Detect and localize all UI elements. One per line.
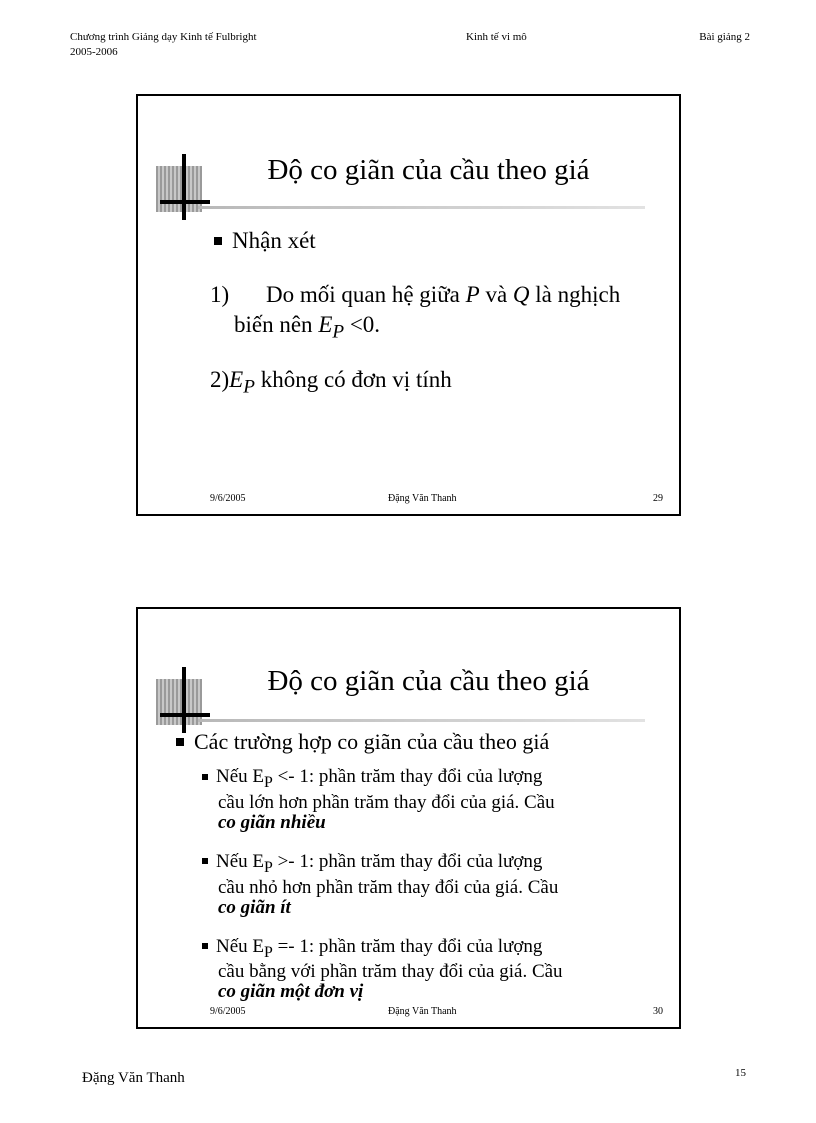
slide-footer-date: 9/6/2005	[210, 493, 246, 504]
observation-2: $2)E_P$ không có đơn vị tính	[210, 367, 452, 398]
square-bullet-icon	[202, 774, 208, 780]
slide-footer-author: Đặng Văn Thanh	[388, 1006, 457, 1017]
slide-30	[136, 607, 681, 1029]
slide-29	[136, 94, 681, 516]
title-underline	[198, 206, 645, 209]
elasticity-cases-list	[202, 767, 672, 1021]
list-item: Nếu $E_P <- 1$: phần trăm thay đổi của lượng cầu lớn hơn phần trăm thay đổi của giá. Cầu co giãn nhiều	[202, 767, 672, 833]
observation-1: 1) Do mối quan hệ giữa P và Q là nghịch biến nên $E_P <0$.	[210, 282, 621, 343]
page-number: 15	[735, 1067, 746, 1079]
slide-main-bullet: Các trường hợp co giãn của cầu theo giá	[176, 729, 549, 755]
slide-footer-number: 30	[653, 1006, 663, 1017]
slide-title: Độ co giãn của cầu theo giá	[267, 665, 590, 697]
lecture-label: Bài giảng 2	[699, 31, 750, 43]
slide-title: Độ co giãn của cầu theo giá	[267, 154, 590, 186]
slide-footer-number: 29	[653, 493, 663, 504]
square-bullet-icon	[202, 858, 208, 864]
square-bullet-icon	[202, 943, 208, 949]
square-bullet-icon	[214, 237, 222, 245]
page-author: Đặng Văn Thanh	[82, 1070, 185, 1086]
slide-subheading: Nhận xét	[214, 228, 316, 254]
list-item: Nếu $E_P =- 1$: phần trăm thay đổi của lượng cầu bằng với phần trăm thay đổi của giá. Cầu co giãn một đơn vị	[202, 937, 672, 1003]
page-header-left	[70, 30, 257, 60]
course-name: Kinh tế vi mô	[466, 31, 527, 43]
academic-year: 2005-2006	[70, 46, 118, 58]
slide-footer-date: 9/6/2005	[210, 1006, 246, 1017]
program-name: Chương trình Giảng dạy Kinh tế Fulbright	[70, 31, 257, 43]
title-underline	[198, 719, 645, 722]
list-item: Nếu $E_P >- 1$: phần trăm thay đổi của lượng cầu nhỏ hơn phần trăm thay đổi của giá. Cầu co giãn ít	[202, 852, 672, 918]
slide-footer-author: Đặng Văn Thanh	[388, 493, 457, 504]
square-bullet-icon	[176, 738, 184, 746]
